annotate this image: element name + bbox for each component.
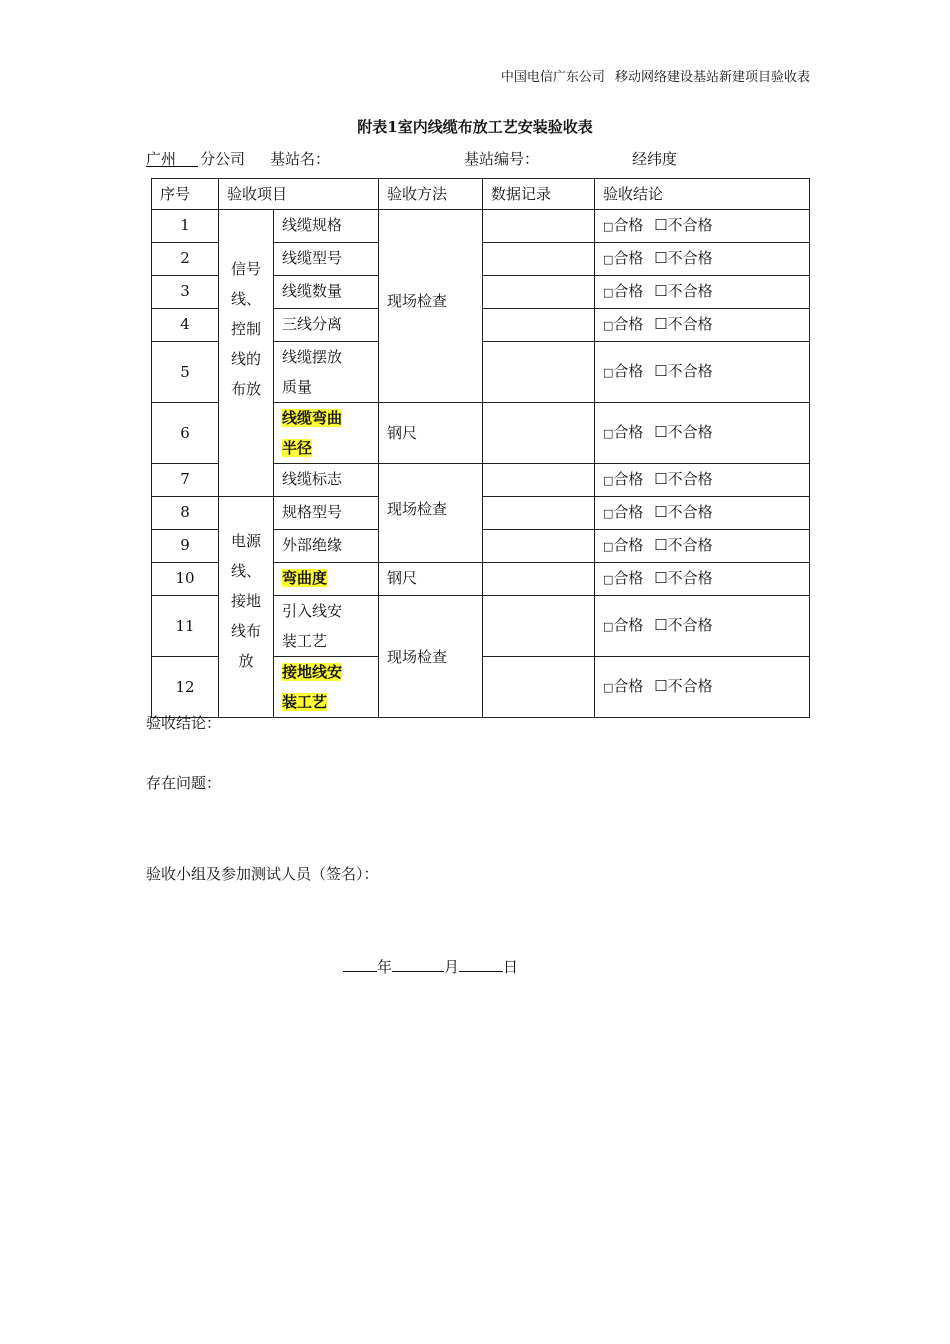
row-item — [274, 342, 379, 403]
row-record[interactable] — [483, 309, 595, 342]
header-record: 数据记录 — [483, 179, 595, 210]
row-result[interactable] — [595, 309, 810, 342]
branch-label: 分公司 — [200, 150, 246, 168]
header-result: 验收结论 — [595, 179, 810, 210]
row-no: 12 — [152, 657, 219, 718]
row-no: 6 — [152, 403, 219, 464]
station-info-row — [146, 148, 810, 170]
row-result[interactable] — [595, 657, 810, 718]
pass-checkbox[interactable]: □ — [603, 540, 614, 553]
row-item — [274, 596, 379, 657]
issues-label: 存在问题： — [146, 774, 222, 792]
pass-checkbox[interactable]: □ — [603, 253, 614, 266]
row-item-line-highlighted: 半径 — [282, 439, 313, 457]
row-no: 10 — [152, 563, 219, 596]
pass-label: 合格 — [613, 470, 644, 488]
row-item-line-highlighted: 接地线安 — [282, 663, 343, 681]
pass-checkbox[interactable]: □ — [603, 474, 614, 487]
fail-label: 不合格 — [667, 503, 713, 521]
header-company: 中国电信广东公司 — [500, 70, 605, 85]
row-record[interactable] — [483, 210, 595, 243]
fail-checkbox[interactable]: ☐ — [654, 216, 668, 234]
method-ruler: 钢尺 — [379, 563, 483, 596]
city-value: 广州 — [146, 150, 177, 168]
pass-label: 合格 — [613, 423, 644, 441]
row-record[interactable] — [483, 342, 595, 403]
row-result[interactable] — [595, 276, 810, 309]
pass-checkbox[interactable]: □ — [603, 620, 614, 633]
row-no: 7 — [152, 464, 219, 497]
row-record[interactable] — [483, 497, 595, 530]
table-row — [152, 210, 810, 243]
category-line: 线的 — [230, 350, 261, 368]
pass-checkbox[interactable]: □ — [603, 507, 614, 520]
method-onsite: 现场检查 — [379, 210, 483, 403]
fail-checkbox[interactable]: ☐ — [654, 249, 668, 267]
pass-label: 合格 — [613, 315, 644, 333]
row-no: 11 — [152, 596, 219, 657]
row-item: 线缆规格 — [274, 210, 379, 243]
coords-label: 经纬度 — [632, 150, 678, 168]
category-line: 控制 — [230, 320, 261, 338]
city-field[interactable] — [146, 148, 198, 168]
fail-label: 不合格 — [667, 249, 713, 267]
row-record[interactable] — [483, 276, 595, 309]
pass-label: 合格 — [613, 249, 644, 267]
row-result[interactable] — [595, 464, 810, 497]
method-ruler: 钢尺 — [379, 403, 483, 464]
fail-label: 不合格 — [667, 616, 713, 634]
row-item-highlighted: 弯曲度 — [282, 569, 328, 587]
fail-checkbox[interactable]: ☐ — [654, 423, 668, 441]
signers-label: 验收小组及参加测试人员（签名）： — [146, 865, 379, 883]
fail-label: 不合格 — [667, 470, 713, 488]
category-power — [219, 497, 274, 718]
header-item: 验收项目 — [219, 179, 379, 210]
fail-checkbox[interactable]: ☐ — [654, 536, 668, 554]
row-no: 9 — [152, 530, 219, 563]
row-item — [274, 563, 379, 596]
method-onsite-label: 现场检查 — [387, 500, 448, 518]
row-item-line: 装工艺 — [282, 632, 328, 650]
fail-checkbox[interactable]: ☐ — [654, 569, 668, 587]
fail-checkbox[interactable]: ☐ — [654, 470, 668, 488]
year-label: 年 — [377, 958, 393, 976]
fail-label: 不合格 — [667, 536, 713, 554]
method-onsite: 现场检查 — [379, 596, 483, 718]
row-item-line: 线缆摆放 — [282, 348, 343, 366]
date-line — [343, 953, 518, 977]
fail-label: 不合格 — [667, 315, 713, 333]
pass-label: 合格 — [613, 216, 644, 234]
pass-label: 合格 — [613, 536, 644, 554]
row-record[interactable] — [483, 403, 595, 464]
row-item — [274, 403, 379, 464]
row-record[interactable] — [483, 243, 595, 276]
document-title: 附表1室内线缆布放工艺安装验收表 — [357, 118, 593, 136]
pass-label: 合格 — [613, 677, 644, 695]
row-no: 1 — [152, 210, 219, 243]
row-record[interactable] — [483, 530, 595, 563]
pass-label: 合格 — [613, 362, 644, 380]
fail-label: 不合格 — [667, 362, 713, 380]
month-label: 月 — [444, 958, 460, 976]
row-item-line-highlighted: 线缆弯曲 — [282, 409, 343, 427]
row-record[interactable] — [483, 596, 595, 657]
fail-checkbox[interactable]: ☐ — [654, 503, 668, 521]
row-item: 线缆标志 — [274, 464, 379, 497]
row-result[interactable] — [595, 563, 810, 596]
header-subtitle: 移动网络建设基站新建项目验收表 — [614, 70, 810, 85]
table-header-row — [152, 179, 810, 210]
row-no: 5 — [152, 342, 219, 403]
station-id-label: 基站编号： — [464, 150, 540, 168]
category-line: 线、 — [230, 290, 261, 308]
category-line: 信号 — [230, 260, 261, 278]
row-no: 8 — [152, 497, 219, 530]
row-item-line: 引入线安 — [282, 602, 343, 620]
fail-checkbox[interactable]: ☐ — [654, 315, 668, 333]
fail-checkbox[interactable]: ☐ — [654, 677, 668, 695]
pass-label: 合格 — [613, 282, 644, 300]
page-header — [470, 66, 810, 85]
row-item-line: 质量 — [282, 378, 313, 396]
day-field[interactable] — [459, 953, 503, 972]
row-item — [274, 657, 379, 718]
conclusion-label: 验收结论： — [146, 714, 222, 732]
pass-checkbox[interactable]: □ — [603, 427, 614, 440]
fail-checkbox[interactable]: ☐ — [654, 282, 668, 300]
pass-checkbox[interactable]: □ — [603, 573, 614, 586]
pass-label: 合格 — [613, 616, 644, 634]
row-no: 2 — [152, 243, 219, 276]
category-line: 布放 — [230, 380, 261, 398]
fail-checkbox[interactable]: ☐ — [654, 616, 668, 634]
row-no: 3 — [152, 276, 219, 309]
category-line: 接地 — [230, 592, 261, 610]
acceptance-table — [151, 178, 810, 718]
row-result[interactable] — [595, 403, 810, 464]
category-line: 线布 — [230, 622, 261, 640]
pass-checkbox[interactable]: □ — [603, 286, 614, 299]
row-record[interactable] — [483, 657, 595, 718]
pass-checkbox[interactable]: □ — [603, 319, 614, 332]
row-result[interactable] — [595, 210, 810, 243]
year-field[interactable] — [343, 953, 377, 972]
fail-label: 不合格 — [667, 423, 713, 441]
month-field[interactable] — [392, 953, 444, 972]
category-line: 电源 — [230, 532, 261, 550]
row-no: 4 — [152, 309, 219, 342]
pass-label: 合格 — [613, 503, 644, 521]
row-record[interactable] — [483, 464, 595, 497]
header-no: 序号 — [152, 179, 219, 210]
pass-checkbox[interactable]: □ — [603, 681, 614, 694]
row-result[interactable] — [595, 342, 810, 403]
fail-checkbox[interactable]: ☐ — [654, 362, 668, 380]
row-item: 线缆型号 — [274, 243, 379, 276]
fail-label: 不合格 — [667, 569, 713, 587]
pass-label: 合格 — [613, 569, 644, 587]
row-result[interactable] — [595, 596, 810, 657]
station-name-label: 基站名： — [270, 150, 331, 168]
fail-label: 不合格 — [667, 282, 713, 300]
row-result[interactable] — [595, 497, 810, 530]
category-signal — [219, 210, 274, 497]
row-item: 线缆数量 — [274, 276, 379, 309]
fail-label: 不合格 — [667, 216, 713, 234]
day-label: 日 — [503, 958, 519, 976]
pass-checkbox[interactable]: □ — [603, 366, 614, 379]
pass-checkbox[interactable]: □ — [603, 220, 614, 233]
row-item: 外部绝缘 — [274, 530, 379, 563]
row-result[interactable] — [595, 530, 810, 563]
row-item: 规格型号 — [274, 497, 379, 530]
category-line: 放 — [238, 652, 254, 670]
row-record[interactable] — [483, 563, 595, 596]
header-method: 验收方法 — [379, 179, 483, 210]
row-item: 三线分离 — [274, 309, 379, 342]
fail-label: 不合格 — [667, 677, 713, 695]
row-item-line-highlighted: 装工艺 — [282, 693, 328, 711]
category-line: 线、 — [230, 562, 261, 580]
row-result[interactable] — [595, 243, 810, 276]
method-onsite — [379, 464, 483, 563]
